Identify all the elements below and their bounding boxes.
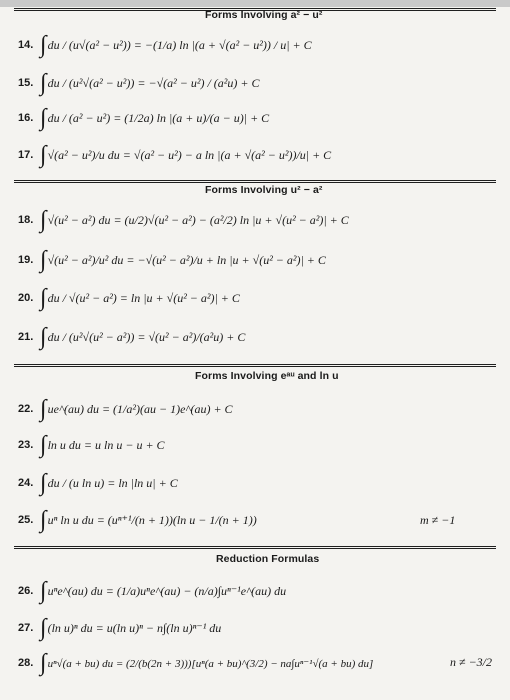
formula-expression: du / (u√(a² − u²)) = −(1/a) ln |(a + √(a² − u²)) / u| + C (47, 37, 312, 52)
formula-number: 28. (18, 657, 34, 669)
formula-23 (18, 430, 165, 460)
formula-28 (18, 648, 373, 678)
section-title-a2-minus-u2: Forms Involving a² − u² (205, 9, 323, 21)
section-title-u2-minus-a2: Forms Involving u² − a² (205, 184, 323, 196)
formula-number: 20. (18, 292, 34, 304)
section-title-exponential-log: Forms Involving eᵃᵘ and ln u (195, 370, 339, 382)
formula-number: 14. (18, 39, 34, 51)
formula-number: 23. (18, 439, 34, 451)
integral-sign-icon: ∫ (40, 142, 47, 168)
formula-17 (18, 140, 331, 170)
formula-expression: √(u² − a²)/u² du = −√(u² − a²)/u + ln |u + √(u² − a²)| + C (47, 252, 326, 267)
formula-expression: uⁿ√(a + bu) du = (2/(b(2n + 3)))[uⁿ(a + bu)^(3/2) − na∫uⁿ⁻¹√(a + bu) du] (47, 657, 374, 670)
formula-number: 17. (18, 149, 34, 161)
formula-expression: uⁿ ln u du = (uⁿ⁺¹/(n + 1))(ln u − 1/(n + 1)) (47, 512, 257, 527)
integral-sign-icon: ∫ (40, 324, 47, 350)
integral-sign-icon: ∫ (40, 650, 47, 676)
integral-sign-icon: ∫ (40, 285, 47, 311)
formula-number: 21. (18, 331, 34, 343)
section-title-reduction-formulas: Reduction Formulas (216, 553, 320, 565)
section-rule (14, 364, 496, 365)
integral-sign-icon: ∫ (40, 615, 47, 641)
section-rule (14, 180, 496, 181)
formula-number: 27. (18, 622, 34, 634)
formula-expression: ln u du = u ln u − u + C (47, 437, 165, 452)
formula-19 (18, 245, 326, 275)
formula-expression: du / √(u² − a²) = ln |u + √(u² − a²)| + C (47, 290, 240, 305)
formula-expression: du / (u²√(a² − u²)) = −√(a² − u²) / (a²u) + C (47, 75, 260, 90)
formula-15 (18, 68, 259, 98)
formula-expression: du / (u ln u) = ln |ln u| + C (47, 475, 178, 490)
integral-sign-icon: ∫ (40, 247, 47, 273)
integral-sign-icon: ∫ (40, 578, 47, 604)
integral-sign-icon: ∫ (40, 32, 47, 58)
formula-expression: √(u² − a²) du = (u/2)√(u² − a²) − (a²/2) ln |u + √(u² − a²)| + C (47, 212, 349, 227)
formula-expression: ue^(au) du = (1/a²)(au − 1)e^(au) + C (47, 401, 233, 416)
formula-25 (18, 505, 257, 535)
formula-expression: du / (a² − u²) = (1/2a) ln |(a + u)/(a − u)| + C (47, 110, 270, 125)
top-edge-bar (0, 0, 510, 7)
integral-sign-icon: ∫ (40, 507, 47, 533)
integral-sign-icon: ∫ (40, 432, 47, 458)
integral-sign-icon: ∫ (40, 207, 47, 233)
formula-number: 16. (18, 112, 34, 124)
formula-20 (18, 283, 240, 313)
formula-number: 22. (18, 403, 34, 415)
formula-21 (18, 322, 245, 352)
formula-28-condition: n ≠ −3/2 (450, 655, 493, 669)
formula-number: 19. (18, 254, 34, 266)
formula-22 (18, 394, 233, 424)
formula-18 (18, 205, 349, 235)
formula-25-condition: m ≠ −1 (420, 513, 456, 527)
formula-expression: uⁿe^(au) du = (1/a)uⁿe^(au) − (n/a)∫uⁿ⁻¹e^(au) du (47, 583, 287, 598)
formula-number: 24. (18, 477, 34, 489)
formula-26 (18, 576, 286, 606)
formula-expression: du / (u²√(u² − a²)) = √(u² − a²)/(a²u) + C (47, 329, 246, 344)
formula-number: 18. (18, 214, 34, 226)
formula-number: 25. (18, 514, 34, 526)
formula-expression: √(a² − u²)/u du = √(a² − u²) − a ln |(a + √(a² − u²))/u| + C (47, 147, 332, 162)
integral-sign-icon: ∫ (40, 470, 47, 496)
formula-16 (18, 103, 269, 133)
formula-expression: (ln u)ⁿ du = u(ln u)ⁿ − n∫(ln u)ⁿ⁻¹ du (47, 620, 222, 635)
formula-number: 26. (18, 585, 34, 597)
formula-number: 15. (18, 77, 34, 89)
integral-sign-icon: ∫ (40, 70, 47, 96)
formula-14 (18, 30, 312, 60)
section-rule (14, 546, 496, 547)
formula-27 (18, 613, 221, 643)
formula-24 (18, 468, 178, 498)
integral-sign-icon: ∫ (40, 396, 47, 422)
integral-sign-icon: ∫ (40, 105, 47, 131)
